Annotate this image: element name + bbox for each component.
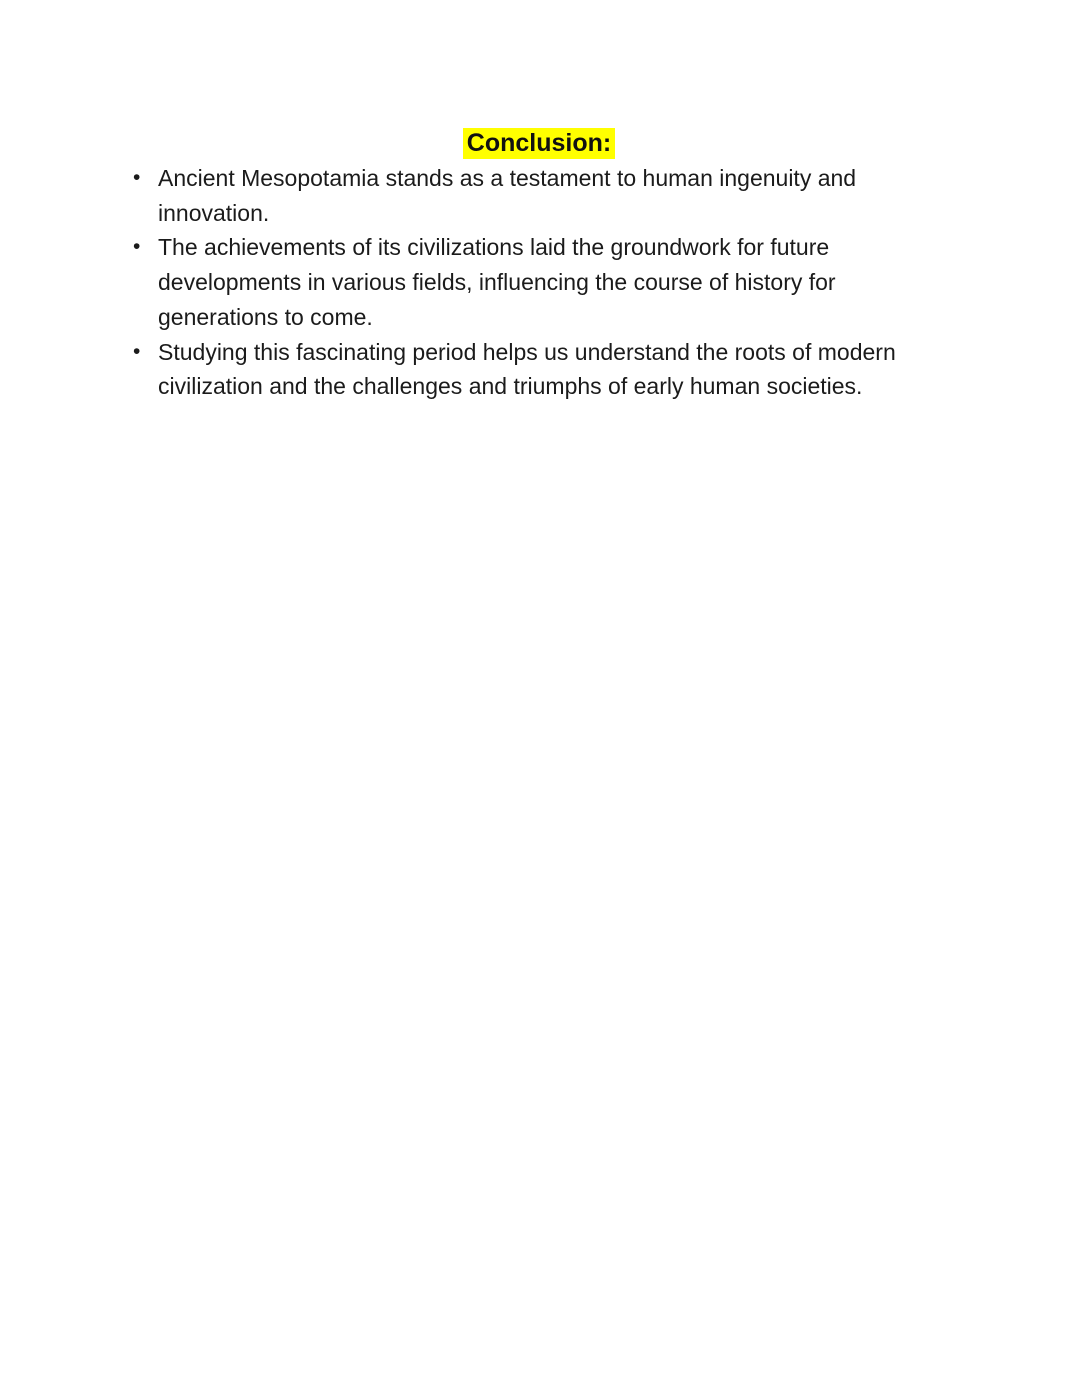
bullet-text: Studying this fascinating period helps us understand the roots of modern civilization and the challenges and triumphs of early human societies.: [158, 338, 896, 400]
list-item: [126, 335, 952, 404]
section-heading: [126, 126, 952, 161]
bullet-text: Ancient Mesopotamia stands as a testament to human ingenuity and innovation.: [158, 165, 857, 226]
list-item: [126, 161, 952, 230]
document-content: [0, 0, 1080, 404]
bullet-marker-icon: •: [133, 235, 141, 259]
bullet-marker-icon: •: [133, 166, 141, 189]
bullet-marker-icon: •: [133, 339, 141, 363]
bullet-list: [126, 161, 952, 404]
list-item: [126, 230, 952, 334]
bullet-text: The achievements of its civilizations laid the groundwork for future developments in various fields, influencing the course of history for generations to come.: [158, 234, 836, 330]
section-heading-text: Conclusion:: [463, 128, 615, 159]
